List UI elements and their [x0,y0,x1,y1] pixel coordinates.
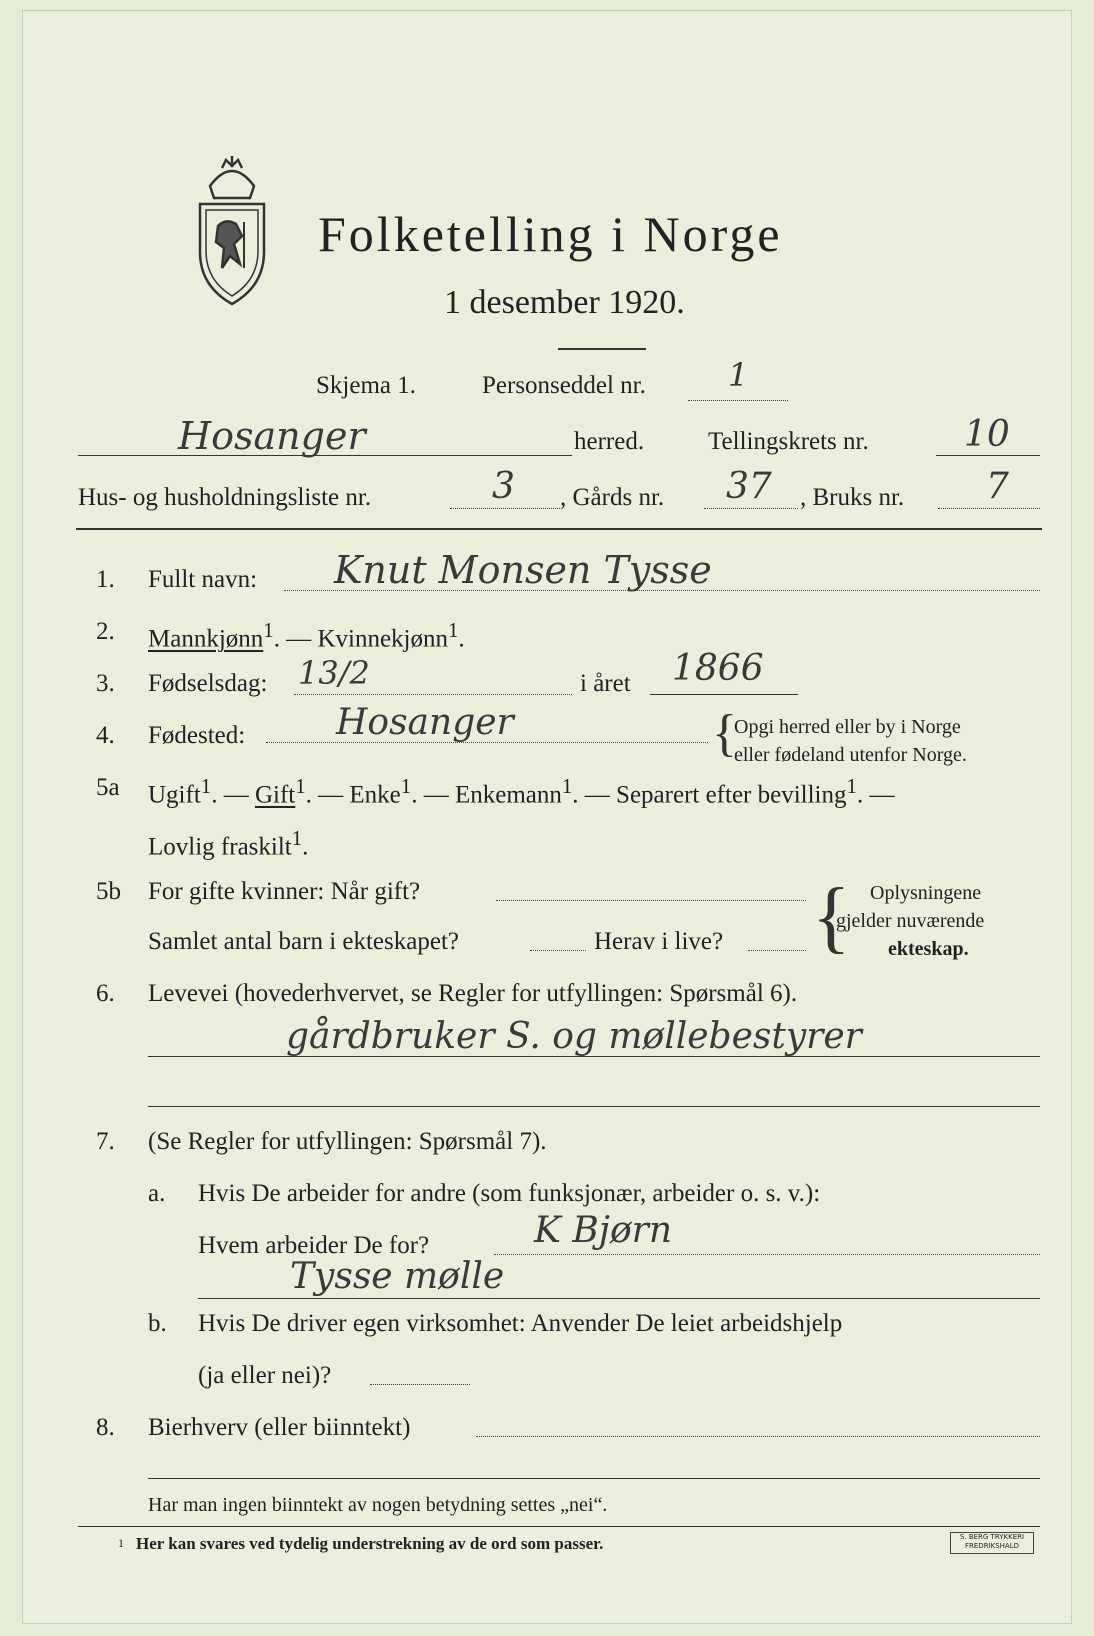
q5a-fraskilt[interactable]: Lovlig fraskilt [148,833,292,861]
footnote-divider [78,1526,1040,1527]
q4-birthplace[interactable]: Hosanger [336,702,514,743]
q4-brace: { [712,705,737,762]
gards-line [704,508,798,509]
header-divider [76,528,1042,530]
coat-of-arms-icon [190,156,274,306]
q5a-options: Ugift$^1$. — Gift$^1$. — Enke$^1$. — Enkemann$^1$. — Separert efter bevilling$^1$. — [148,774,895,809]
bruks-label: , Bruks nr. [800,484,905,511]
q3-birthdate[interactable]: 13/2 [298,654,370,692]
personseddel-label: Personseddel nr. [482,372,646,399]
q8-line-2 [148,1478,1040,1479]
q5b-children-line [530,950,586,951]
q7-number: 7. [96,1128,115,1155]
q5a-enke[interactable]: Enke [349,781,401,809]
gards-value[interactable]: 37 [726,466,772,507]
q3-label: Fødselsdag: [148,670,268,697]
q5a-enkemann[interactable]: Enkemann [454,781,562,809]
q7-label: (Se Regler for utfyllingen: Spørsmål 7). [148,1128,547,1155]
q8-label: Bierhverv (eller biinntekt) [148,1414,411,1441]
bruks-value[interactable]: 7 [986,466,1009,507]
q7a-question: Hvem arbeider De for? [198,1232,430,1259]
q5b-note-3: ekteskap. [888,938,969,960]
personseddel-line [688,400,788,401]
q7a-number: a. [148,1180,166,1207]
q2-number: 2. [96,618,115,645]
q4-note-2: eller fødeland utenfor Norge. [734,744,967,766]
q5a-fraskilt-line: Lovlig fraskilt$^1$. [148,826,309,861]
q5b-brace: { [812,873,851,961]
q5a-separert[interactable]: Separert efter bevilling [616,781,847,809]
printer-stamp: S. BERG TRYKKERI FREDRIKSHALD [950,1532,1034,1554]
q1-label: Fullt navn: [148,566,258,593]
q5a-gift[interactable]: Gift [254,781,296,809]
form-title: Folketelling i Norge [318,206,783,262]
q2-female-option[interactable]: Kvinnekjønn [317,625,448,653]
tellingskrets-label: Tellingskrets nr. [708,428,869,455]
form-date: 1 desember 1920. [444,284,685,321]
q5b-number: 5b [96,878,121,905]
q8-number: 8. [96,1414,115,1441]
q3-year-line [650,694,798,695]
q5a-ugift[interactable]: Ugift [148,781,201,809]
q5b-label-alive: Herav i live? [594,928,724,955]
q7b-number: b. [148,1310,167,1337]
q3-year-label: i året [580,670,631,697]
q7a-employer-1[interactable]: K Bjørn [534,1210,673,1251]
q7b-line [370,1384,470,1385]
q7b-label: Hvis De driver egen virksomhet: Anvender De leiet arbeidshjelp [198,1310,843,1337]
tellingskrets-line [936,455,1040,456]
q7a-line-2 [198,1298,1040,1299]
q8-line-1 [476,1436,1040,1437]
q4-number: 4. [96,722,115,749]
q6-occupation[interactable]: gårdbruker S. og møllebestyrer [286,1016,862,1057]
hus-line [450,508,560,509]
q6-line-2 [148,1106,1040,1107]
q5b-label-children: Samlet antal barn i ekteskapet? [148,928,459,955]
q5a-number: 5a [96,774,120,801]
q1-full-name[interactable]: Knut Monsen Tysse [334,548,712,592]
q7a-employer-2[interactable]: Tysse mølle [290,1256,505,1297]
bruks-line [938,508,1040,509]
q7a-line-1 [494,1254,1040,1255]
q3-birth-year[interactable]: 1866 [672,648,764,689]
q5b-note-2: gjelder nuværende [836,910,985,932]
q2-sex-options: Mannkjønn$^1$. — Kvinnekjønn$^1$. [148,618,465,653]
q8-note: Har man ingen biinntekt av nogen betydning settes „nei“. [148,1494,608,1516]
q3-number: 3. [96,670,115,697]
footnote-text: Her kan svares ved tydelig understrekning av de ord som passer. [136,1534,604,1553]
herred-label: herred. [574,428,645,455]
skjema-label: Skjema 1. [316,372,416,399]
q4-label: Fødested: [148,722,246,749]
q1-number: 1. [96,566,115,593]
tellingskrets-value[interactable]: 10 [964,414,1010,455]
herred-value[interactable]: Hosanger [178,414,366,458]
q2-male-option[interactable]: Mannkjønn [148,625,264,653]
q5b-alive-line [748,950,806,951]
q5b-married-line [496,900,806,901]
q5b-note-1: Oplysningene [870,882,982,904]
q5b-label-married: For gifte kvinner: Når gift? [148,878,421,905]
q6-number: 6. [96,980,115,1007]
personseddel-value[interactable]: 1 [728,356,749,394]
q3-line [294,694,572,695]
gards-label: , Gårds nr. [560,484,665,511]
title-divider [558,348,646,350]
hus-label: Hus- og husholdningsliste nr. [78,484,372,511]
q7b-question: (ja eller nei)? [198,1362,332,1389]
q6-label: Levevei (hovederhvervet, se Regler for utfyllingen: Spørsmål 6). [148,980,798,1007]
footnote-number: 1 [118,1536,124,1550]
q4-note-1: Opgi herred eller by i Norge [734,716,961,738]
q7a-label: Hvis De arbeider for andre (som funksjonær, arbeider o. s. v.): [198,1180,821,1207]
hus-value[interactable]: 3 [492,466,515,507]
